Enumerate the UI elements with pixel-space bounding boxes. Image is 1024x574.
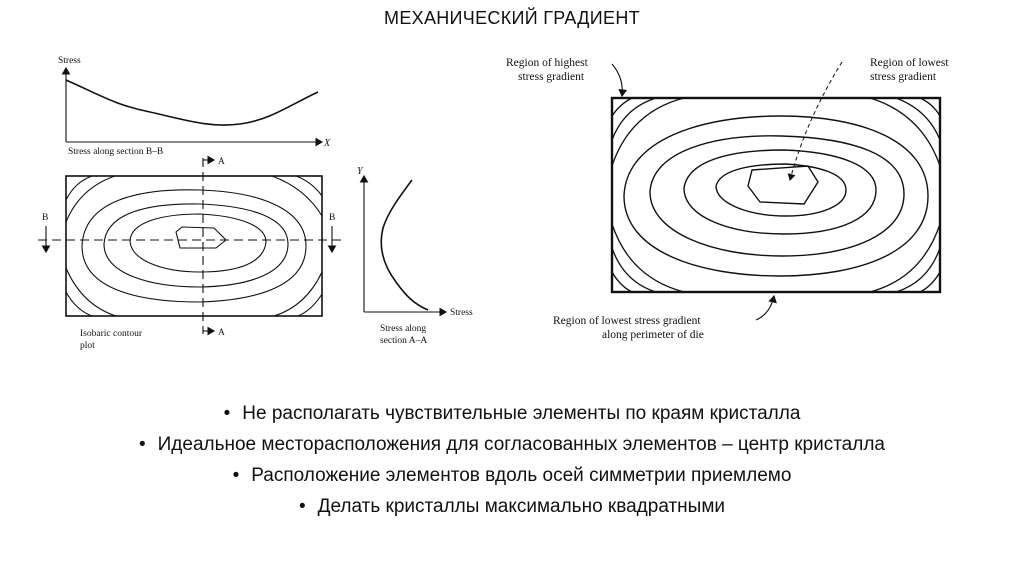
- stress-bb-caption: Stress along section B–B: [68, 147, 164, 157]
- die-stress-gradient-figure: [506, 57, 949, 341]
- section-b-right-label: B: [329, 213, 336, 223]
- page-title: МЕХАНИЧЕСКИЙ ГРАДИЕНТ: [384, 8, 640, 28]
- stress-bb-ylabel: Stress: [58, 56, 81, 66]
- stress-bb-curve: [66, 80, 318, 125]
- perimeter-gradient-label-line1: Region of lowest stress gradient: [553, 315, 701, 327]
- highest-gradient-label-line2: stress gradient: [518, 71, 585, 83]
- stress-aa-caption-line1: Stress along: [380, 324, 427, 334]
- lowest-gradient-pointer: [790, 62, 842, 180]
- perimeter-gradient-label-line2: along perimeter of die: [602, 329, 704, 341]
- guideline-item: • Делать кристаллы максимально квадратными: [0, 491, 1024, 522]
- stress-aa-plot: [357, 166, 473, 346]
- highest-gradient-pointer: [612, 64, 622, 96]
- lowest-stress-center: [748, 166, 818, 204]
- stress-bb-xlabel: X: [324, 138, 331, 149]
- isobaric-contour-plot: [38, 157, 342, 351]
- section-a-bottom-label: A: [218, 328, 225, 338]
- section-a-top-label: A: [218, 157, 225, 167]
- lowest-gradient-label-line1: Region of lowest: [870, 57, 949, 69]
- low-stress-center: [176, 227, 226, 248]
- guideline-item: • Расположение элементов вдоль осей симметрии приемлемо: [0, 460, 1024, 491]
- lowest-gradient-label-line2: stress gradient: [870, 71, 937, 83]
- section-b-left-label: B: [42, 213, 49, 223]
- highest-gradient-label-line1: Region of highest: [506, 57, 588, 69]
- contour-caption-line1: Isobaric contour: [80, 329, 142, 339]
- stress-aa-xlabel: Stress: [450, 308, 473, 318]
- die-outline-right: [612, 98, 940, 292]
- stress-aa-ylabel: Y: [357, 166, 363, 177]
- stress-aa-caption-line2: section A–A: [380, 336, 428, 346]
- stress-aa-curve: [381, 180, 428, 310]
- contour-caption-line2: plot: [80, 341, 95, 351]
- guideline-item: • Не располагать чувствительные элементы по краям кристалла: [0, 398, 1024, 429]
- perimeter-gradient-pointer: [756, 296, 774, 320]
- guidelines-list: [0, 398, 1024, 522]
- stress-bb-plot: [58, 56, 331, 157]
- guideline-item: • Идеальное месторасположения для согласованных элементов – центр кристалла: [0, 429, 1024, 460]
